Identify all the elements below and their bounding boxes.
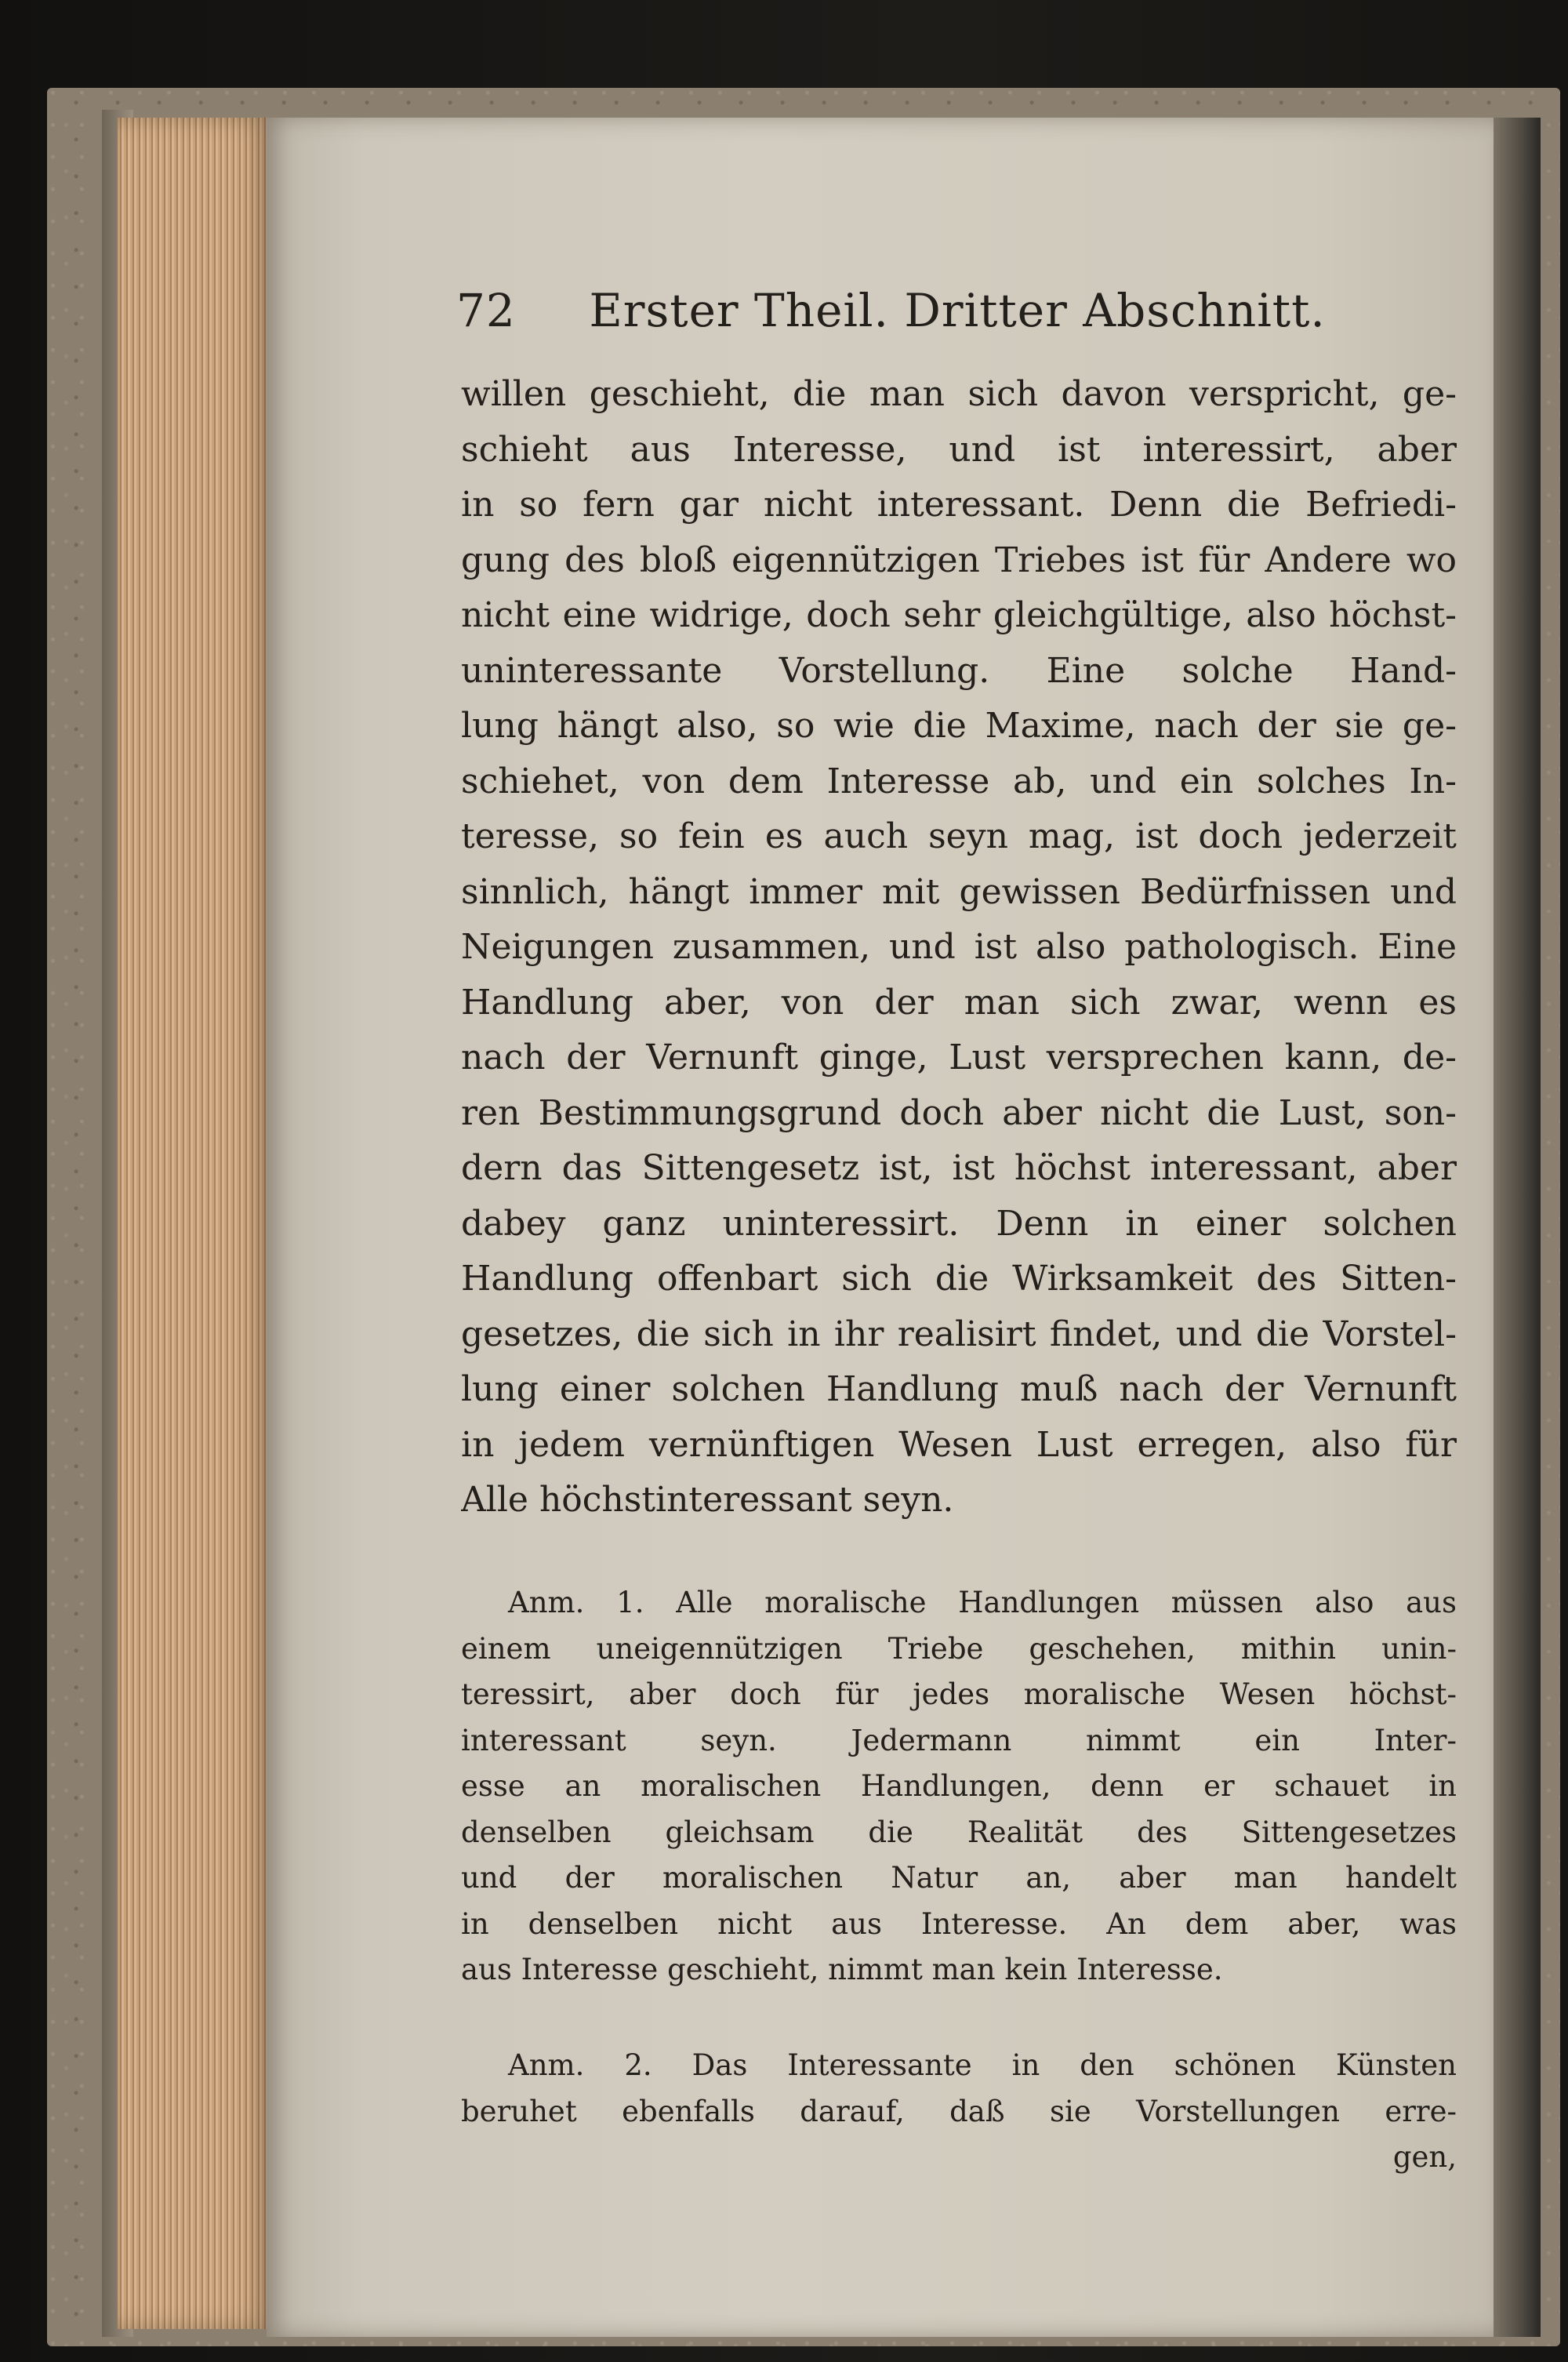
note-line: interessant seyn. Jedermann nimmt ein Inter- xyxy=(461,1723,1457,1757)
text-line: lung hängt also, so wie die Maxime, nach der sie ge- xyxy=(461,706,1457,746)
note-line: in denselben nicht aus Interesse. An dem aber, was xyxy=(461,1906,1457,1941)
text-line: ren Bestimmungsgrund doch aber nicht die Lust, son- xyxy=(461,1092,1457,1133)
note-line: aus Interesse geschieht, nimmt man kein Interesse. xyxy=(461,1953,1223,1986)
note-line: denselben gleichsam die Realität des Sittengesetzes xyxy=(461,1815,1457,1849)
note-line: esse an moralischen Handlungen, denn er schauet in xyxy=(461,1769,1457,1803)
running-header xyxy=(456,284,1475,347)
book-page xyxy=(267,118,1497,2337)
text-line: teresse, so fein es auch seyn mag, ist doch jederzeit xyxy=(461,816,1457,856)
note-line: beruhet ebenfalls darauf, daß sie Vorstellungen erre- xyxy=(461,2094,1457,2128)
text-line: dern das Sittengesetz ist, ist höchst interessant, aber xyxy=(461,1148,1457,1188)
running-title: Erster Theil. Dritter Abschnitt. xyxy=(589,284,1326,337)
text-line: lung einer solchen Handlung muß nach der Vernunft xyxy=(461,1369,1457,1409)
page-text xyxy=(267,118,1497,2337)
page-number: 72 xyxy=(456,284,516,337)
text-line: sinnlich, hängt immer mit gewissen Bedürfnissen und xyxy=(461,871,1457,912)
note-line: Anm. 1. Alle moralische Handlungen müssen also aus xyxy=(508,1586,1457,1619)
text-line: Neigungen zusammen, und ist also pathologisch. Eine xyxy=(461,927,1457,967)
note-line: einem uneigennützigen Triebe geschehen, mithin unin- xyxy=(461,1631,1457,1666)
note-1 xyxy=(461,1580,1457,1993)
text-line: Alle höchstinteressant seyn. xyxy=(461,1480,954,1520)
note-line: Anm. 2. Das Interessante in den schönen Künsten xyxy=(508,2048,1457,2082)
page-right-edge xyxy=(1494,118,1541,2337)
text-line: schieht aus Interesse, und ist interessirt, aber xyxy=(461,429,1457,470)
text-line: gesetzes, die sich in ihr realisirt findet, und die Vorstel- xyxy=(461,1314,1457,1354)
text-line: in jedem vernünftigen Wesen Lust erregen, also für xyxy=(461,1424,1457,1465)
note-2 xyxy=(461,2043,1457,2181)
note-line: teressirt, aber doch für jedes moralische Wesen höchst- xyxy=(461,1677,1457,1711)
text-line: schiehet, von dem Interesse ab, und ein solches In- xyxy=(461,761,1457,801)
main-paragraph xyxy=(461,367,1457,1528)
catchword: gen, xyxy=(1392,2140,1457,2174)
text-line: Handlung aber, von der man sich zwar, wenn es xyxy=(461,982,1457,1023)
text-line: in so fern gar nicht interessant. Denn die Befriedi- xyxy=(461,485,1457,525)
text-line: dabey ganz uninteressirt. Denn in einer solchen xyxy=(461,1203,1457,1244)
text-line: willen geschieht, die man sich davon verspricht, ge- xyxy=(461,374,1457,414)
note-line: und der moralischen Natur an, aber man handelt xyxy=(461,1861,1457,1895)
text-line: uninteressante Vorstellung. Eine solche Hand- xyxy=(461,650,1457,691)
text-line: nicht eine widrige, doch sehr gleichgültige, also höchst- xyxy=(461,595,1457,635)
text-line: gung des bloß eigennützigen Triebes ist für Andere wo xyxy=(461,540,1457,580)
text-line: Handlung offenbart sich die Wirksamkeit des Sitten- xyxy=(461,1259,1457,1299)
text-line: nach der Vernunft ginge, Lust versprechen kann, de- xyxy=(461,1037,1457,1077)
page-edges xyxy=(118,118,274,2329)
